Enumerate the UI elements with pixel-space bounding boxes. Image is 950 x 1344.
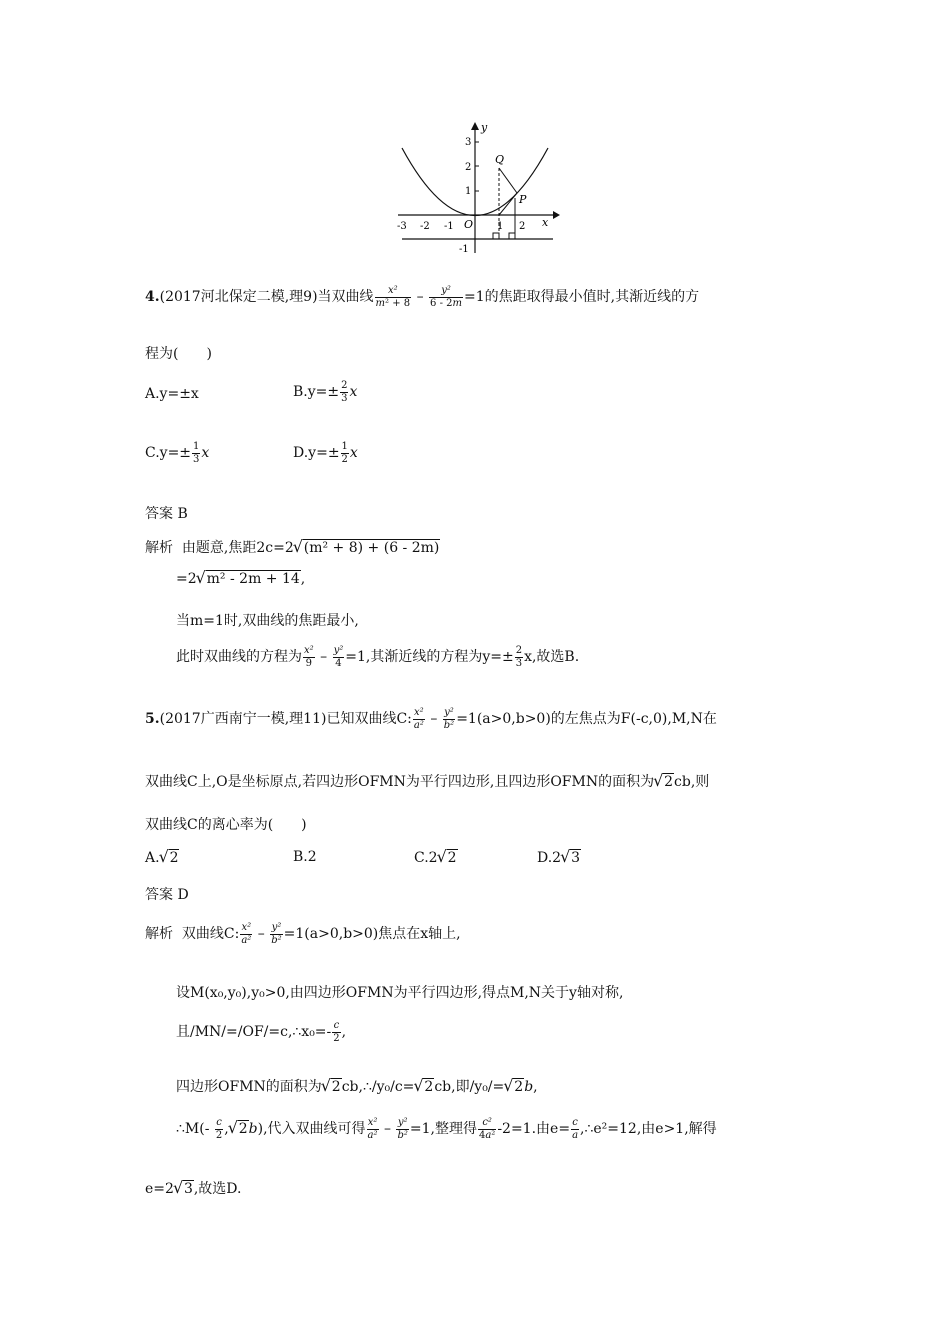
q5-source: (2017广西南宁一模,理11): [159, 711, 327, 727]
q4-choice-b: B.y=± $\frac{2}{3}$ x: [293, 380, 358, 404]
q5-solution-6: e=2√ 3,故选D.: [145, 1178, 242, 1198]
q4-source: (2017河北保定二模,理9): [159, 289, 318, 305]
q5-solution-3: 且/MN/=/OF/=c,∴x₀=- $\frac{c}{2}$ ,: [176, 1020, 347, 1044]
graph-tick-y: -1: [459, 244, 469, 255]
q5-number: 5.: [145, 711, 160, 727]
graph-x-label: x: [542, 216, 549, 229]
q4-line2: 程为( ): [145, 346, 212, 362]
q5-line3: 双曲线C的离心率为( ): [145, 817, 307, 833]
q5-solution-4: 四边形OFMN的面积为√ 2cb,∴/y₀/c=√ 2cb,即/y₀/=√ 2b,: [176, 1076, 538, 1096]
q4-solution-2: =2√ m² - 2m + 14,: [176, 570, 305, 587]
graph-tick-y: 2: [465, 162, 472, 173]
q4-solution-1: 解析 由题意,焦距2c=2√ (m² + 8) + (6 - 2m): [145, 537, 440, 557]
q5-answer: 答案 D: [145, 887, 189, 903]
q4-fraction: $\frac{\text{y²}}{6 - 2m}$: [430, 285, 462, 309]
q5-line2: 双曲线C上,O是坐标原点,若四边形OFMN为平行四边形,且四边形OFMN的面积为√ 2cb,则: [145, 771, 709, 791]
q5-solution-1: 解析 双曲线C: $\frac{\text{x²}}{\text{a²}}$ – $\frac{\text{y²}}{\text{b²}}$ =1(a>0,b>0)焦点在x轴上,: [145, 922, 461, 946]
parabola-graph: [395, 118, 565, 258]
graph-point-p: P: [519, 193, 527, 206]
graph-tick-x: -2: [420, 221, 430, 232]
q5-choice-b: B.2: [293, 849, 317, 865]
graph-point-q: Q: [495, 153, 505, 166]
graph-y-label: y: [481, 121, 488, 134]
q4-number: 4.: [145, 289, 160, 305]
q5-choice-c: C.2√ 2: [414, 849, 458, 866]
graph-tick-y: 1: [465, 186, 472, 197]
graph-tick-x: -1: [444, 221, 454, 232]
graph-tick-x: 1: [497, 221, 504, 232]
graph-tick-y: 3: [465, 137, 472, 148]
q5-choice-a: A.√ 2: [145, 849, 179, 866]
q4-choice-c: C.y=± $\frac{1}{3}$ x: [145, 441, 210, 465]
q5-choice-d: D.2√ 3: [537, 849, 581, 866]
q4-solution-4: 此时双曲线的方程为 $\frac{\text{x²}}{9}$ – $\frac{\text{y²}}{4}$ =1,其渐近线的方程为y=± $\frac{2}{3}$ x,故选B.: [176, 645, 580, 669]
q4-choice-d: D.y=± $\frac{1}{2}$ x: [293, 441, 358, 465]
q5-line1: 5.(2017广西南宁一模,理11)已知双曲线C: $\frac{\text{x²}}{\text{a²}}$ – $\frac{\text{y²}}{\text{b²}}$ =1(a>0,b>0)的左焦点为F(-c,0),M,N在: [145, 707, 717, 731]
q4-choice-a: A.y=±x: [145, 386, 199, 402]
q5-solution-5: ∴M(- $\frac{c}{2}$ ,√ 2b),代入双曲线可得 $\frac{\text{x²}}{\text{a²}}$ – $\frac{\text{y²}}{\text{b²}}$ =1,整理得 $\frac{\text{c²}}{\text{4a²}}$ -2=1.由e= $\frac{c}{a}$ ,∴e²=12,由e>1,解得: [176, 1117, 717, 1141]
q4-line1: 4.(2017河北保定二模,理9)当双曲线 $\frac{\text{x²}}{\text{m² + 8}}$ – $\frac{\text{y²}}{6 - 2m}$ =1的焦距取得最小值时,其渐近线的方: [145, 285, 700, 309]
q4-fraction: $\frac{\text{x²}}{\text{m² + 8}}$: [375, 285, 411, 309]
graph-origin: O: [464, 218, 474, 231]
q5-solution-2: 设M(x₀,y₀),y₀>0,由四边形OFMN为平行四边形,得点M,N关于y轴对称,: [176, 985, 624, 1001]
graph-tick-x: -3: [397, 221, 407, 232]
graph-tick-x: 2: [519, 221, 526, 232]
q4-text: 当双曲线: [317, 289, 374, 305]
q4-solution-3: 当m=1时,双曲线的焦距最小,: [176, 613, 359, 629]
q4-answer: 答案 B: [145, 506, 188, 522]
q4-text: =1的焦距取得最小值时,其渐近线的方: [464, 289, 700, 305]
